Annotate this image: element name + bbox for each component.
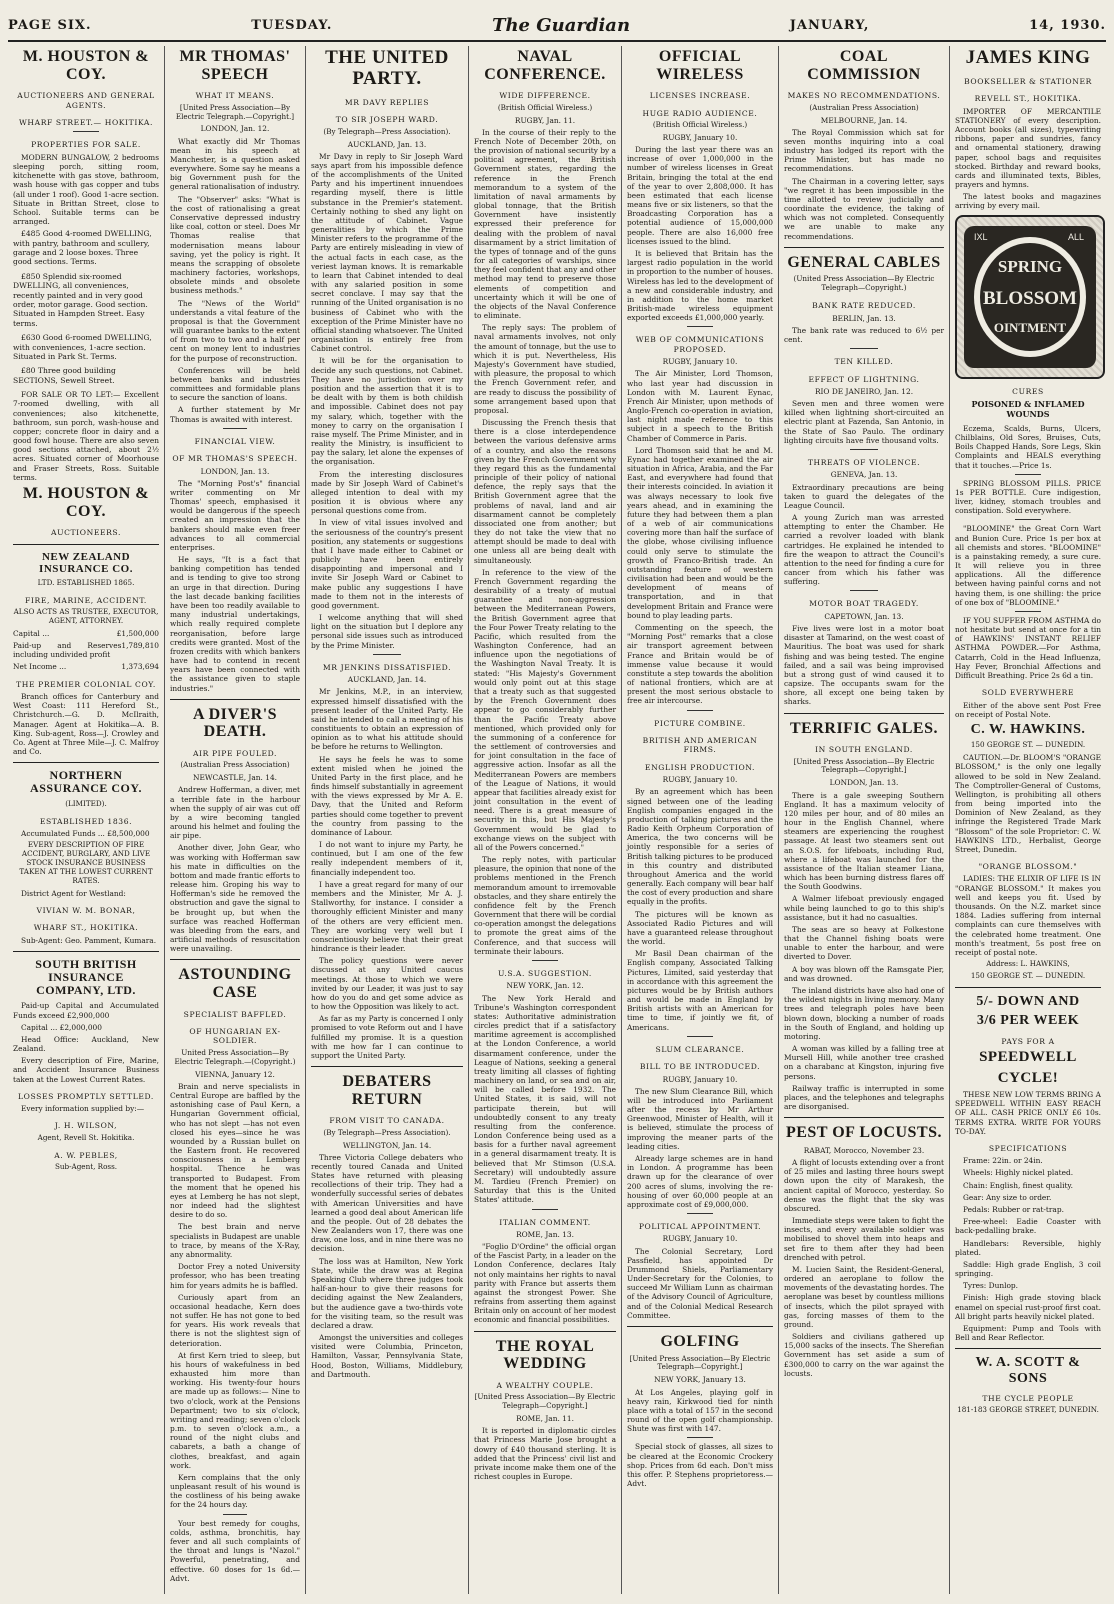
dateline: RUGBY, January 10. [662, 775, 738, 785]
paid-capital: Paid-up Capital and Accumulated Funds exceed £2,900,000 [13, 1001, 159, 1020]
column-4 [469, 46, 622, 1594]
article-paragraph: M. Lucien Saint, the Resident-General, ordered an aeroplane to follow the movements of the devastating hordes. The aeroplane was beset by countless millions of insects, which the pilot sprayed with gas, forcing masses of them to the ground. [784, 1264, 944, 1329]
astounding-sub-2: OF HUNGARIAN EX-SOLDIER. [189, 1027, 281, 1046]
specifications: SPECIFICATIONS [988, 1143, 1068, 1153]
spec-item: Handlebars: Reversible, highly plated. [955, 1238, 1101, 1257]
every-2: Every description of Fire, Marine, and Accident Insurance Business taken at the Lowest Current Rates. [13, 1056, 159, 1084]
info: Every information supplied by:— [21, 1104, 145, 1114]
auctioneers: AUCTIONEERS. [51, 528, 121, 538]
northern-title: NORTHERN ASSURANCE COY. [30, 768, 142, 796]
scott-title: W. A. SCOTT & SONS [975, 1355, 1081, 1386]
vivian: VIVIAN W. M. BONAR, [36, 905, 136, 915]
capital-row: Capital ... £1,500,000 [13, 628, 159, 638]
article-paragraph: The inland districts have also had one of the wildest nights in living memory. Many trees and telegraph poles have been blown down, blocking a number of roads in the South of England, and holding up motoring. [784, 986, 944, 1041]
peebles-2: Sub-Agent, Ross. [54, 1162, 118, 1172]
pays-for: PAYS FOR A [1001, 1036, 1055, 1046]
astounding-credit: United Press Association—By Electric Telegraph.—(Copyright.) [174, 1047, 296, 1066]
houston-address: WHARF STREET.— HOKITIKA. [18, 118, 153, 127]
date: 14, 1930. [1029, 17, 1106, 33]
article-paragraph: Mr Basil Dean chairman of the English company, Associated Talking Pictures, Limited, said yesterday that in accordance with this agreement the pictures would be by British authors and would be made in England by British artists with an American for time to time, if jointly we fit, of Americans. [627, 949, 773, 1032]
losses: LOSSES PROMPTLY SETTLED. [18, 1091, 154, 1101]
wireless-credit: (British Official Wireless.) [652, 120, 748, 129]
column-6 [779, 46, 950, 1594]
spec-list [955, 1156, 1101, 1342]
dateline: RIO DE JANEIRO, Jan. 12. [814, 386, 914, 396]
article-paragraph: The New York Herald and Tribune's Washington correspondent states: Authoritative administration circles predict that if a satisfactory maritime agreement is accomplished at the London Conference, a world disarmament conference, under the League of Nations, seeking a general treaty limiting all classes of fighting machinery on land, or sea and on air, will be called before 1932. The United States, it is said, will not participate therein, but will undoubtedly consent to any treaty resulting from the conference. London Conference being used as a basis for a further naval agreement in a general disarmament treaty. It is believed that Mr Stimson (U.S.A. Secretary) will undoubtedly assure M. Tardieu (French Premier) on Saturday that this is the United States' attitude. [474, 993, 616, 1205]
article-paragraph: The best brain and nerve specialists in Budapest are unable to trace, by means of the X-Ray, any abnormality. [170, 1222, 300, 1259]
united-sub: MR DAVY REPLIES [344, 97, 430, 107]
article-paragraph: A Walmer lifeboat previously engaged while being launched to go to this ship's assistance, but it had no casualties. [784, 894, 944, 922]
united-credit: (By Telegraph—Press Association). [323, 126, 451, 136]
astounding-sub: SPECIALIST BAFFLED. [183, 1009, 287, 1019]
diver-credit: (Australian Press Association) [180, 760, 290, 770]
naval-credit: (British Official Wireless.) [497, 102, 593, 112]
king-advert: IMPORTER OF MERCANTILE STATIONERY of every description. Account books (all sizes), typewriting ribbons, paper and sundries, fancy and ornamental stationery, drawing paper, school bags and requisites stocked. Birthday and reward books, cards and illuminated texts, Bibles, prayers and hymns. [955, 106, 1101, 190]
dateline: MELBOURNE, Jan. 14. [820, 115, 908, 125]
article-paragraph: In view of vital issues involved and the seriousness of the country's present position, any statements or suggestions that I have made either to Cabinet or publicly have been entirely disappointing and impersonal and I invite Sir Joseph Ward or Cabinet to make public any suggestions I have made to them not in the interests of good government. [311, 518, 463, 610]
financial-view-sub: OF MR THOMAS'S SPEECH. [172, 454, 298, 464]
article-paragraph: The Royal Commission which sat for seven months inquiring into a coal industry has lodged its report with the Prime Minister, but has made no recommendations. [784, 127, 944, 174]
james-king-title: JAMES KING [965, 47, 1091, 68]
article-paragraph: Five lives were lost in a motor boat disaster at Tamarind, on the west coast of Mauritius. The boat was used for shark fishing and was being tested. The engine failed, and a sail was being improvised but a strong gust of wind caused it to capsize. The occupants swam for the shore, all except one being taken by sharks. [784, 624, 944, 707]
tin-spring: SPRING [997, 256, 1063, 276]
dateline: ROME, Jan. 13. [516, 1229, 574, 1239]
article-paragraph: Mr Jenkins, M.P., in an interview, expressed himself dissatisfied with the present leader of the United Party. He said he intended to call a meeting of his constituents to obtain an expression of opinion as to what his attitude should be before he returns to Wellington. [311, 687, 463, 752]
northern-funds: Accumulated Funds ... £8,500,000 [21, 828, 150, 838]
article-paragraph: The pictures will be known as Associated Radio Pictures and will have a guaranteed release throughout the world. [627, 909, 773, 947]
golfing-headline: GOLFING [660, 1332, 740, 1350]
article-paragraph: Lord Thomson said that he and M. Eynac had together examined the air situation in Africa, Arabia, and the Far East, and everywhere had found that their interests coincided. In aviation it was always necessary to look five years ahead, and in examining the future they had between them a plan of a web of air communications covering more than half the surface of the globe, whose civilising influence could only serve to stimulate the growth of Franco-British trade. An outstanding feature of western civilisation had been and would be the development of means of transportation, and in that development Britain and France were bound to play leading parts. [627, 445, 773, 620]
dateline: RUGBY, January 10. [662, 1074, 738, 1084]
spec-item: Frame: 22in. or 24in. [963, 1156, 1043, 1166]
article-paragraph: Curiously apart from an occasional headache, Kern does not suffer. He has not gone to bed for years. His work reveals that there is not the slightest sign of deterioration. [170, 1292, 300, 1348]
property-6: FOR SALE OR TO LET:— Excellent 7-roomed dwelling, with all conveniences; also kitchenette, bathroom, sun porch, wash-house and copper; concrete floor in dairy and a good fowl house. There are also seven good sections attached, about 2½ acres. Situated corner of Moorhouse and Fraser Streets, Ross. Suitable terms. [13, 390, 159, 482]
jenkins-sub: MR JENKINS DISSATISFIED. [322, 662, 452, 672]
killed-sub: TEN KILLED. [834, 357, 894, 367]
column-1-advertisements [8, 46, 165, 1594]
locusts-headline: PEST OF LOCUSTS. [785, 1124, 943, 1142]
article-paragraph: Immediate steps were taken to fight the insects, and every available soldier was mobilised to shovel them into heaps and set fire to them after they had been drenched with petrol. [784, 1216, 944, 1262]
article-paragraph: He says, "It is a fact that banking competition has tended and is tending to give too strong an urge in that direction. During the last decade banking facilities have been too readily available to many industrial undertakings, which really required complete reorganisation, before large credits were granted. Most of the frozen credits with which bankers have had to contend in recent years have been connected with the assistance given to staple industries." [170, 555, 300, 693]
spec-item: Free-wheel: Eadie Coaster with back-pedalling brake. [955, 1217, 1101, 1236]
article-paragraph: I welcome anything that will shed light on the situation but I deplore any personal side issues such as introduced by the Prime Minister. [311, 613, 463, 650]
article-paragraph: The bank rate was reduced to 6½ per cent. [784, 325, 944, 344]
address-label: Address: L. HAWKINS, [986, 959, 1070, 969]
article-paragraph: Soldiers and civilians gathered up 15,000 sacks of the insects. The Sherefian Government has set aside a sum of £300,000 to carry on the war against the locusts. [784, 1332, 944, 1378]
capital-2: Capital ... £2,000,000 [21, 1022, 102, 1032]
article-paragraph: The Air Minister, Lord Thomson, who last year had discussion in London with M. Laurent Eynac, French Air Minister, upon methods of Anglo-French co-operation in aviation, last night made reference to this subject in a speech to the British Chamber of Commerce in Paris. [627, 369, 773, 443]
article-paragraph: The seas are so heavy at Folkestone that the Channel fishing boats were unable to enter the harbour, and were diverted to Dover. [784, 924, 944, 962]
peebles: A. W. PEBLES, [54, 1150, 118, 1160]
article-paragraph: The "Observer" asks: "What is the cost of rationalising a great Conservative depressed industry like coal, cotton or steel. Does Mr Thomas realise that modernisation means labour saving, yet the policy is right. It means the scrapping of obsolete machinery factories, workshops, obsolete minds and obsolete business methods." [170, 194, 300, 296]
spring-blossom-ointment-tin [955, 215, 1105, 379]
article-paragraph: Railway traffic is interrupted in some places, and the telephones and telegraphs are disorganised. [784, 1083, 944, 1112]
ladies-advert: LADIES: THE ELIXIR OF LIFE IS IN "ORANGE BLOSSOM." It makes you well and keeps you fit. Used by thousands. On the N.Z. market since 1884. Ladies suffering from internal complaints can cure themselves with the celebrated home treatment. One month's treatment, 5s post free on receipt of postal note. [955, 874, 1101, 957]
united-party-headline: THE UNITED PARTY. [325, 47, 449, 89]
article-paragraph: Conferences will be held between banks and industries committees and formidable plans to secure the sanction of loans. [170, 365, 300, 403]
houston-sub: AUCTIONEERS AND GENERAL AGENTS. [17, 91, 155, 110]
article-paragraph: I do not want to injure my Party, he continued, but I am one of the few really independent members of it, financially independent too. [311, 840, 463, 877]
web-sub: WEB OF COMMUNICATIONS PROPOSED. [635, 335, 765, 354]
article-paragraph: At Los Angeles, playing golf in heavy rain, Kirkwood tied for ninth place with a total of 157 in the second round of the open golf championship. Shute was first with 147. [627, 1387, 773, 1434]
column-5 [622, 46, 779, 1594]
picture-sub-2: BRITISH AND AMERICAN FIRMS. [642, 735, 758, 755]
nz-insurance-trust: ALSO ACTS AS TRUSTEE, EXECUTOR, AGENT, ATTORNEY. [13, 607, 159, 626]
wireless-sub: LICENSES INCREASE. [649, 91, 751, 101]
ointment-advert: Eczema, Scalds, Burns, Ulcers, Chilblains, Old Sores, Bruises, Cuts, Boils Chapped Hands, Sore Legs, Skin Complaints and HEALS everything that it touches.—Price 1s. [955, 423, 1101, 470]
article-paragraph: A flight of locusts extending over a front of 25 miles and lasting three hours swept down upon the city of Marakesh, the ancient capital of Morocco, yesterday. So dense was the flight that the sky was obscured. [784, 1158, 944, 1213]
astounding-headline: ASTOUNDING CASE [178, 966, 292, 1002]
slum-sub: SLUM CLEARANCE. [655, 1044, 745, 1054]
king-advert-2: The latest books and magazines arriving by every mail. [955, 192, 1101, 211]
article-paragraph: At first Kern tried to sleep, but his hours of wakefulness in bed exhausted him more than working. His twenty-four hours are made up as follows:— Nine to two o'clock, work at the Pensions Department; two to six o'clock, writing and reading; seven o'clock p.m. to seven o'clock a.m., a round of the night clubs and cabarets, a bath a change of clothes, breakfast, and again work. [170, 1350, 300, 1470]
spec-item: Chain: English, finest quality. [963, 1180, 1073, 1190]
northern-every: EVERY DESCRIPTION OF FIRE ACCIDENT, BURGLARY, AND LIVE STOCK INSURANCE BUSINESS TAKEN AT THE LOWEST CURRENT RATES. [19, 840, 153, 885]
royal-sub: A WEALTHY COUPLE. [496, 1380, 594, 1390]
article-paragraph: By an agreement which has been signed between one of the leading English companies engaged in the production of talking pictures and the Radio Keith Orpheum Corporation of America, the two concerns will be jointly responsible for a series of British talking pictures to be produced in this country and distributed throughout America and the world generally. Each company will bear half the cost of every production and share equally in the profits. [627, 787, 773, 907]
dateline: GENEVA, Jan. 13. [830, 470, 898, 480]
dateline: VIENNA, January 12. [195, 1069, 275, 1079]
asthma-advert: IF YOU SUFFER FROM ASTHMA do not hesitate but send at once for a tin of HAWKINS' INSTANT RELIEF ASTHMA POWDER.—For Asthma, Catarrh, Cold in the Head Influenza, Hay Fever, Bronchial Affections and Difficult Breathing. Price 2s 6d a tin. [955, 615, 1101, 680]
political-sub: POLITICAL APPOINTMENT. [638, 1222, 762, 1232]
article-paragraph: What exactly did Mr Thomas mean in his speech at Manchester, is a question asked everywhere. Some say he means a big Government push for the general rationalisation of industry. [170, 136, 300, 192]
spec-item: Gear: Any size to order. [963, 1192, 1052, 1202]
article-paragraph: Kern complains that the only unpleasant result of his wound is the costliness of his being awake for the 24 hours day. [170, 1472, 300, 1510]
income-row: Net Income ... 1,373,694 [13, 662, 159, 672]
property-2: £485 Good 4-roomed DWELLING, with pantry, bathroom and scullery, garage and 2 loose boxes. Three good sections. Terms. [13, 229, 152, 267]
article-paragraph: In reference to the view of the French Government regarding the desirability of a treaty of mutual guarantee and non-aggression between the Mediterranean Powers, the British Government agree that the Four Power Treaty relating to the Pacific, which resulted from the Washington Conference, had an influence upon the negotiations of the Washington Naval Treaty. It is stated: "His Majesty's Government would only point out at this stage that a treaty such as that suggested by the French Government does appear to go considerably further than the Pacific Treaty above mentioned, which provided only for the summoning of a conference for the settlement of controversies and for joint consultation in the face of aggressive action. Insofar as all the Mediterranean Powers are members of the League of Nations, it would appear that facilities already exist for joint consultation in the event of need. There is a great measure of security in this, but His Majesty's Government would be glad to exchange views on the subject with all of the Powers concerned." [474, 567, 616, 852]
coal-headline: COAL COMMISSION [807, 48, 921, 83]
usa-sub: U.S.A. SUGGESTION. [498, 968, 592, 978]
glasses-advert: Special stock of glasses, all sizes to be cleared at the Economic Crockery shop. Prices from 6d each. Don't miss this offer. P. Stephens proprietoress.—Advt. [627, 1442, 773, 1489]
wireless-sub-2: HUGE RADIO AUDIENCE. [642, 108, 758, 118]
columns [8, 46, 1106, 1594]
dateline: AUCKLAND, Jan. 14. [347, 675, 427, 685]
subagent: Sub-Agent: Geo. Pamment, Kumara. [21, 935, 157, 945]
article-paragraph: The reply notes, with particular pleasure, the opinion that none of the problems mentioned in the French memorandum amount to irremovable obstacles, and they share entirely the confidence felt by the French Government that there will be cordial co-operation amongst the delegations to promote the great aims of the Conference, and that success will terminate their labours. [474, 855, 616, 956]
article-paragraph: "Foglio D'Ordine" the official organ of the Fascist Party, in a leader on the London Conference, declares Italy not only maintains her rights to naval parity with France but asserts them against the strongest Power. She refrains from asserting them against Britain only on account of her modest economic and financial possibilities. [474, 1242, 616, 1325]
spec-item: Wheels: Highly nickel plated. [963, 1168, 1074, 1178]
reserves-row: Paid-up and Reserves including undivided profit 1,789,810 [13, 641, 159, 660]
properties-for-sale: PROPERTIES FOR SALE. [31, 140, 141, 150]
northern-est: ESTABLISHED 1836. [39, 816, 133, 826]
spec-item: Pedals: Rubber or rat-trap. [963, 1205, 1064, 1214]
pills-advert: SPRING BLOSSOM PILLS. PRICE 1s PER BOTTLE. Cure indigestion, liver, kidney, stomach troubles and constipation. Sold everywhere. [955, 478, 1101, 516]
dateline: RUGBY, January 10. [662, 132, 738, 142]
debaters-sub: FROM VISIT TO CANADA. [329, 1116, 445, 1126]
cycle: CYCLE! [997, 1069, 1059, 1086]
dateline: BERLIN, Jan. 13. [832, 313, 896, 323]
northern-agent: District Agent for Westland: [21, 888, 126, 898]
houston-title: M. HOUSTON & COY. [22, 48, 150, 83]
column-7-advertisements [950, 46, 1106, 1594]
wharf: WHARF ST., HOKITIKA. [33, 923, 139, 933]
gales-headline: TERRIFIC GALES. [790, 719, 938, 737]
cures-2: POISONED & INFLAMED WOUNDS [971, 399, 1085, 419]
sold-everywhere: SOLD EVERYWHERE [981, 688, 1075, 698]
article-paragraph: Extraordinary precautions are being taken to guard the delegates of the League Council. [784, 482, 944, 510]
cures: CURES [1012, 386, 1044, 396]
article-paragraph: Doctor Frey a noted University professor, who has been treating him for years admits he is baffled. [170, 1262, 300, 1290]
article-paragraph: It is reported in diplomatic circles that Princess Marie Jose brought a dowry of £40 thousand sterling. It is added that the Princess' civil list and private income make them one of the richest couples in Europe. [474, 1426, 616, 1482]
column-2 [165, 46, 306, 1594]
picture-sub-3: ENGLISH PRODUCTION. [644, 762, 756, 772]
cables-credit: (United Press Association—By Electric Telegraph—Copyright.) [793, 274, 935, 293]
houston-title-2: M. HOUSTON & COY. [22, 485, 150, 520]
gales-credit: [United Press Association—By Electric Telegraph—Copyright.] [793, 756, 935, 775]
speedwell: SPEEDWELL [979, 1049, 1077, 1066]
article-paragraph: During the last year there was an increase of over 1,000,000 in the number of wireless licenses in Great Britain, bringing the total at the end of the year to over 2,808,000. It has been estimated that each license means five or six listeners, so that the Broadcasting Corporation has a potential audience of 15,000,000 people. There are also 16,000 free licenses issued to the blind. [627, 145, 773, 246]
dateline: LONDON, Jan. 13. [200, 466, 270, 476]
column-3 [306, 46, 469, 1594]
article-paragraph: It is believed that Britain has the largest radio population in the world in proportion to the number of houses. Wireless has led to the development of a new and considerable industry, and in addition to the home market British-made wireless equipment exported exceeds £1,000,000 yearly. [627, 248, 773, 323]
royal-credit: [United Press Association—By Electric Telegraph—Copyright.] [474, 1392, 616, 1411]
article-paragraph: Andrew Hofferman, a diver, met a terrible fate in the harbour when the supply of air was cut off by a wire becoming tangled around his helmet and fouling the air pipe. [170, 785, 300, 841]
thomas-headline: MR THOMAS' SPEECH [179, 48, 291, 83]
article-paragraph: The "Morning Post's" financial writer commenting on Mr Thomas' speech, emphasised it would be dangerous if the speech created an impression that the bankers should make even freer advances to all commercial enterprises. [170, 478, 300, 552]
month: JANUARY, [789, 17, 870, 33]
debaters-headline: DEBATERS RETURN [342, 1073, 432, 1108]
dateline: RUGBY, January 10. [662, 357, 738, 367]
week-label: 3/6 PER WEEK [976, 1013, 1080, 1029]
slum-sub-2: BILL TO BE INTRODUCED. [639, 1062, 761, 1072]
king-sub: BOOKSELLER & STATIONER [964, 76, 1092, 86]
speedwell-terms: THESE NEW LOW TERMS BRING A SPEEDWELL WITHIN EASY REACH OF ALL. CASH PRICE ONLY £6 10s. TERMS EXTRA. WRITE FOR YOURS TO-DAY. [955, 1090, 1101, 1136]
debaters-credit: (By Telegraph—Press Association). [323, 1127, 451, 1137]
article-paragraph: There is a gale sweeping Southern England. It has a maximum velocity of 120 miles per hour, and of 80 miles an hour in the English Channel, where steamers are experiencing the roughest passage. At least two steamers sent out an S.O.S. for lifeboats, including Rud, where a lifeboat was launched for the assistance of the Italian steamer Liana, which has been burning distress flares off the South Goodwins. [784, 790, 944, 892]
article-paragraph: I have a great regard for many of our members and the Minister, Mr A. J. Stallworthy, for instance. I consider a thoroughly efficient Minister and many of the others are very efficient men. They are working very well but I conscientiously believe that their great hindrance is their leader. [311, 879, 463, 954]
page-number: PAGE SIX. [8, 17, 92, 33]
wireless-headline: OFFICIAL WIRELESS [656, 48, 744, 83]
nz-insurance-line: FIRE, MARINE, ACCIDENT. [25, 595, 147, 605]
property-5: £80 Three good building SECTIONS, Sewell Street. [13, 366, 116, 385]
spec-item: Saddle: High grade English, 3 coil springing. [955, 1259, 1101, 1279]
tin-ixl: IXL [974, 231, 988, 242]
cycle-people: THE CYCLE PEOPLE [982, 1394, 1074, 1404]
article-paragraph: The "News of the World" understands a vital feature of the proposal is that the Government will guarantee banks to the extent of from two to two and a half per cent on money lent to industries for the purpose of reconstruction. [170, 298, 300, 363]
article-paragraph: The loss was at Hamilton, New York State, while the draw was at Regina Speaking Club where three judges took half-an-hour to give their reasons for deciding against the New Zealanders, but the audience gave a two-thirds vote for the visiting team, so the result was declared a draw. [311, 1256, 463, 1330]
branch-offices: Branch offices for Canterbury and West Coast: 111 Hereford St., Christchurch.—G. D. McIlraith, Manager. Agent at Hokitika—A. B. King. Sub-agent, Ross—J. Crowley and Co. Agent at Three Mile—J. C. Malfroy and Co. [13, 692, 159, 757]
property-4: £630 Good 6-roomed DWELLING, with conveniences, 1-acre section. Situated in Park St. Terms. [13, 333, 152, 362]
spec-item: Finish: High grade stoving black enamel on special rust-proof first coat. All bright parts heavily nickel plated. [955, 1293, 1101, 1321]
article-paragraph: Mr Davy in reply to Sir Joseph Ward says apart from his impossible defence of the accomplishments of the United Party and his impertinent innuendoes regarding myself, there is little substance in the Premier's statement. Certainly nothing to shed any light on the attitude of Cabinet. Vague generalities by which the Prime Minister refers to the programme of the Party are entirely misleading in view of the actual facts in each case, as the veriest layman knows. It is remarkable to learn that Cabinet intended to deal with any salaried position in some secret conclave. I may say that the running of the United organisation is no business of Cabinet who with the exception of the Prime Minister have no official standing whatsoever. The United organisation is entirely free from Cabinet control. [311, 151, 463, 354]
king-address: REVELL ST., HOKITIKA. [974, 94, 1082, 104]
northern-limited: (LIMITED). [65, 798, 107, 808]
nazol-advert: Your best remedy for coughs, colds, asthma, bronchitis, hay fever and all such complaints of the throat and lungs is "Nazol." Powerful, penetrating, and effective. 60 doses for 1s 6d.—Advt. [170, 1518, 300, 1583]
article-paragraph: Seven men and three women were killed when lightning short-circuited an electric plant at Fazenda, San Antonio, in the State of Sao Paulo. The ordinary lighting circuits have five thousand volts. [784, 399, 944, 445]
ointment-tin-graphic [960, 222, 1100, 372]
premier-colonial: THE PREMIER COLONIAL COY. [16, 679, 156, 689]
dateline: NEW YORK, January 13. [654, 1375, 746, 1385]
article-paragraph: From the interesting disclosures made by Sir Joseph Ward of Cabinet's alleged intention to deal with my position it is obvious where any personal questions come from. [311, 469, 463, 516]
article-paragraph: Discussing the French thesis that there is a close interdependence between the various defensive arms of a country, and also the reasons given by the French Government why they regard this as the fundamental principle of their policy of national defence, the reply says that the British Government agree that the problems of naval, land and air disarmament cannot be completely dissociated one from another; but they do not take the view that no attempt should be made to deal with one unless all are being dealt with simultaneously. [474, 418, 616, 565]
orange-blossom: "ORANGE BLOSSOM." [978, 862, 1078, 872]
article-paragraph: He says he feels he was to some extent misled when he joined the United Party in the first place, and he finds himself substantially in agreement with the views expressed by Mr A. E. Davy, that the United and Reform parties should come together to prevent the country from passing to the dominance of Labour. [311, 754, 463, 837]
article-paragraph: It will be for the organisation to decide any such questions, not Cabinet. They have no jurisdiction over my position and the assertion that it is to be dealt with by them is both childish and impossible. Cabinet does not pay my salary, which, together with the money to carry on the organisation I raise myself. The Prime Minister, and in reality the Ministry, is insufficient to pay the salary, let alone the expenses of the organisation. [311, 356, 463, 467]
diver-sub: AIR PIPE FOULED. [192, 748, 278, 758]
tin-ointment: OINTMENT [993, 319, 1067, 335]
naval-headline: NAVAL CONFERENCE. [484, 48, 606, 83]
thomas-sub: WHAT IT MEANS. [195, 91, 275, 101]
scott-address: 181-183 GEORGE STREET, DUNEDIN. [957, 1405, 1099, 1415]
bloomine-advert: "BLOOMINE" the Great Corn Wart and Bunion Cure. Price 1s per box at all chemists and stores. "BLOOMINE" is a painstaking remedy, a sure cure. It will relieve you in three applications. All the difference between having painful corns and not having them, is one shilling: the price of one box of "BLOOMINE." [955, 524, 1101, 607]
diver-headline: A DIVER'S DEATH. [192, 705, 278, 741]
nz-insurance-sub: LTD. ESTABLISHED 1865. [37, 577, 135, 587]
post-free: Either of the above sent Post Free on receipt of Postal Note. [955, 700, 1101, 719]
tin-all: ALL [1068, 231, 1085, 242]
caution-advert: CAUTION.—Dr. BLOOM'S "ORANGE BLOSSOM," is the only one legally allowed to be sold in New Zealand. The Comptroller-General of Customs, Wellington, is prohibiting all others from being imported into the Dominion of New Zealand, as they infringe the Registered Trade Mark "Blossom" of the sole Proprietor: C. W. HAWKINS LTD., Herbalist, George Street, Dunedin. [955, 753, 1101, 854]
article-paragraph: Already large schemes are in hand in London. A programme has been drawn up for the clearance of over 200 acres of slums, involving the re-housing of over 60,000 people at an approximate cost of £9,000,000. [627, 1153, 773, 1209]
down-label: 5/- DOWN AND [976, 993, 1080, 1009]
article-paragraph: The reply says: The problem of naval armaments involves, not only the amount of tonnage, but the use to which it is put. Nevertheless, His Majesty's Government have studied, with pleasure, the proposal to which the French Government refer, and are ready to discuss the possibility of some arrangement based upon that proposal. [474, 323, 616, 415]
naval-sub: WIDE DIFFERENCE. [499, 91, 591, 101]
dateline: ROME, Jan. 11. [516, 1414, 574, 1424]
general-cables-headline: GENERAL CABLES [787, 253, 941, 271]
article-paragraph: A further statement by Mr Thomas is awaited with interest. [170, 405, 300, 424]
article-paragraph: In the course of their reply to the French Note of December 20th, on the provision of national security by a political agreement, the British Government states, regarding the reference in the French memorandum to a system of the limitation of naval armaments by global tonnage, that the British Government have insistently expressed their preference for dealing with the problem of naval disarmament by a strict limitation of the types of tonnage and of the guns for all categories of warships, since they feel confident that any and other method may tend to preserve those elements of competition and uncertainty which it will be one of the objects of the Naval Conference to eliminate. [474, 127, 616, 321]
dateline: NEW YORK, Jan. 12. [506, 981, 584, 991]
dateline: RUGBY, January 10. [662, 1234, 738, 1244]
dateline: RUGBY, Jan. 11. [514, 115, 576, 125]
thomas-dateline: LONDON, Jan. 12. [200, 124, 270, 134]
article-paragraph: A young Zurich man was arrested attempting to enter the Chamber. He carried a revolver loaded with blank cartridges. He explained he intended to fire the weapon to attract the Council's attention to the need for finding a cure for cancer from which his father was suffering. [784, 513, 944, 587]
article-paragraph: The Chairman in a covering letter, says "we regret it has been impossible in the time allotted to review judicially and coordinate the evidence, the taking of which was not completed. Consequently we are unable to make any recommendations. [784, 176, 944, 241]
article-paragraph: Three Victoria College debaters who recently toured Canada and United States have returned with pleasing recollections of their trip. They had a wonderfully successful series of debates with American Universities and have learned a good deal about American life and the people. Out of 28 debates the New Zealanders won 17, there was one draw, one loss, and in nine there was no decision. [311, 1152, 463, 1254]
lightning-sub: EFFECT OF LIGHTNING. [808, 374, 920, 384]
address-street: 150 GEORGE ST. — DUNEDIN. [970, 970, 1086, 980]
thomas-credit: [United Press Association—By Electric Telegraph.—Copyright.] [175, 102, 295, 121]
paper-title: The Guardian [492, 14, 631, 36]
hawkins-name: C. W. HAWKINS. [970, 721, 1086, 737]
spec-item: Tyres: Dunlop. [963, 1281, 1018, 1291]
head-office: Head Office: Auckland, New Zealand. [13, 1034, 159, 1054]
article-paragraph: As far as my Party is concerned I only promised to vote Reform out and I have fulfilled my promise. It is a question with me how far I can continue to support the United Party. [311, 1014, 463, 1060]
dateline: RABAT, Morocco, November 23. [803, 1145, 925, 1155]
bank-sub: BANK RATE REDUCED. [812, 301, 916, 311]
article-paragraph: Amongst the universities and colleges visited were Columbia, Princeton, Hamilton, Vassar, Pennsylvania State, Hood, Boston, Williams, Middlebury, and Dartmouth. [311, 1333, 463, 1379]
article-paragraph: The new Slum Clearance Bill, which will be introduced into Parliament after the recess by Mr Arthur Greenwood, Minister of Health, will it is believed, stimulate the process of improving the meaner parts of the leading cities. [627, 1086, 773, 1151]
masthead [8, 10, 1106, 42]
coal-credit: (Australian Press Association) [809, 102, 919, 112]
motor-boat-sub: MOTOR BOAT TRAGEDY. [809, 599, 919, 609]
gales-sub: IN SOUTH ENGLAND. [815, 745, 913, 755]
article-paragraph: A woman was killed by a falling tree at Mursell Hill, while another tree crashed on a charabanc at Kingston, injuring five persons. [784, 1044, 944, 1081]
property-1: MODERN BUNGALOW, 2 bedrooms sleeping porch, sitting room, kitchenette with gas stove, bathroom, wash house with gas copper and tubs (all under 1 roof). Good 1-acre section. Situate in Brittan Street, close to School. Suitable terms can be arranged. [13, 152, 159, 227]
article-paragraph: The policy questions were never discussed at any United caucus meetings. At those to which we were invited by our Leader, it was just to say how do you do and get some advice as to how the Opposition was likely to act. [311, 956, 463, 1012]
article-paragraph: A boy was blown off the Ramsgate Pier, and was drowned. [784, 964, 944, 983]
dateline: LONDON, Jan. 13. [829, 778, 899, 788]
violence-sub: THREATS OF VIOLENCE. [807, 457, 921, 467]
dateline: WELLINGTON, Jan. 14. [342, 1140, 432, 1150]
property-3: £850 Splendid six-roomed DWELLING, all conveniences, recently painted and in very good order, motor garage. Good section. Situated in Hampden Street. Easy terms. [13, 271, 148, 328]
hawkins-address: 150 GEORGE ST. — DUNEDIN. [970, 740, 1086, 750]
golfing-credit: [United Press Association—By Electric Telegraph—Copyright.] [629, 1353, 771, 1372]
day: TUESDAY. [251, 17, 333, 33]
dateline: CAPETOWN, Jan. 13. [824, 611, 904, 621]
spec-item: Equipment: Pump and Tools with Bell and Rear Reflector. [955, 1323, 1101, 1343]
financial-view: FINANCIAL VIEW. [194, 436, 276, 446]
united-sub-2: TO SIR JOSEPH WARD. [335, 115, 439, 125]
wilson: J. H. WILSON, [54, 1121, 118, 1131]
south-british-title: SOUTH BRITISH INSURANCE COMPANY, LTD. [35, 956, 137, 998]
nz-insurance-title: NEW ZEALAND INSURANCE CO. [39, 550, 133, 575]
dateline: AUCKLAND, Jan. 13. [347, 139, 427, 149]
coal-sub: MAKES NO RECOMMENDATIONS. [787, 91, 941, 101]
italian-sub: ITALIAN COMMENT. [499, 1217, 591, 1227]
article-paragraph: Brain and nerve specialists in Central Europe are baffled by the astonishing case of Paul Kern, a Hungarian Government official, who has not slept —has not even closed his eyes—since he was wounded by a Russian bullet on the Eastern front. He recovered consciousness in a Lemberg hospital. Thence he was transported to Budapest. From the moment that he opened his eyes at Lemberg he has not slept, nor indeed had the slightest desire to do so. [170, 1081, 300, 1220]
article-paragraph: Another diver, John Gear, who was working with Hofferman saw his mate in difficulties on the bottom and made frantic efforts to release him. Groping his way to Hofferman's side he removed the obstruction and gave the signal to be brought up, but when the surface was reached Hofferman was bleeding from the ears, and artificial methods of resuscitation were unavailing. [170, 843, 300, 954]
royal-wedding-headline: THE ROYAL WEDDING [495, 1337, 595, 1373]
picture-sub: PICTURE COMBINE. [654, 718, 746, 728]
article-paragraph: Commenting on the speech, the "Morning Post" remarks that a close air transport agreement between France and Britain would be of immense value because it would constitute a step towards the abolition of national frontiers, which are at present the most serious obstacle to free air intercourse. [627, 622, 773, 706]
dateline: NEWCASTLE, Jan. 14. [192, 773, 278, 783]
article-paragraph: The Colonial Secretary, Lord Passfield, has appointed Dr Drummond Shiels, Parliamentary Under-Secretary for the Colonies, to succeed Mr William Lunn as chairman of the Advisory Council of Agriculture, and of the Colonial Medical Research Committee. [627, 1246, 773, 1320]
tin-blossom: BLOSSOM [983, 287, 1077, 309]
wilson-2: Agent, Revell St. Hokitika. [37, 1132, 135, 1142]
